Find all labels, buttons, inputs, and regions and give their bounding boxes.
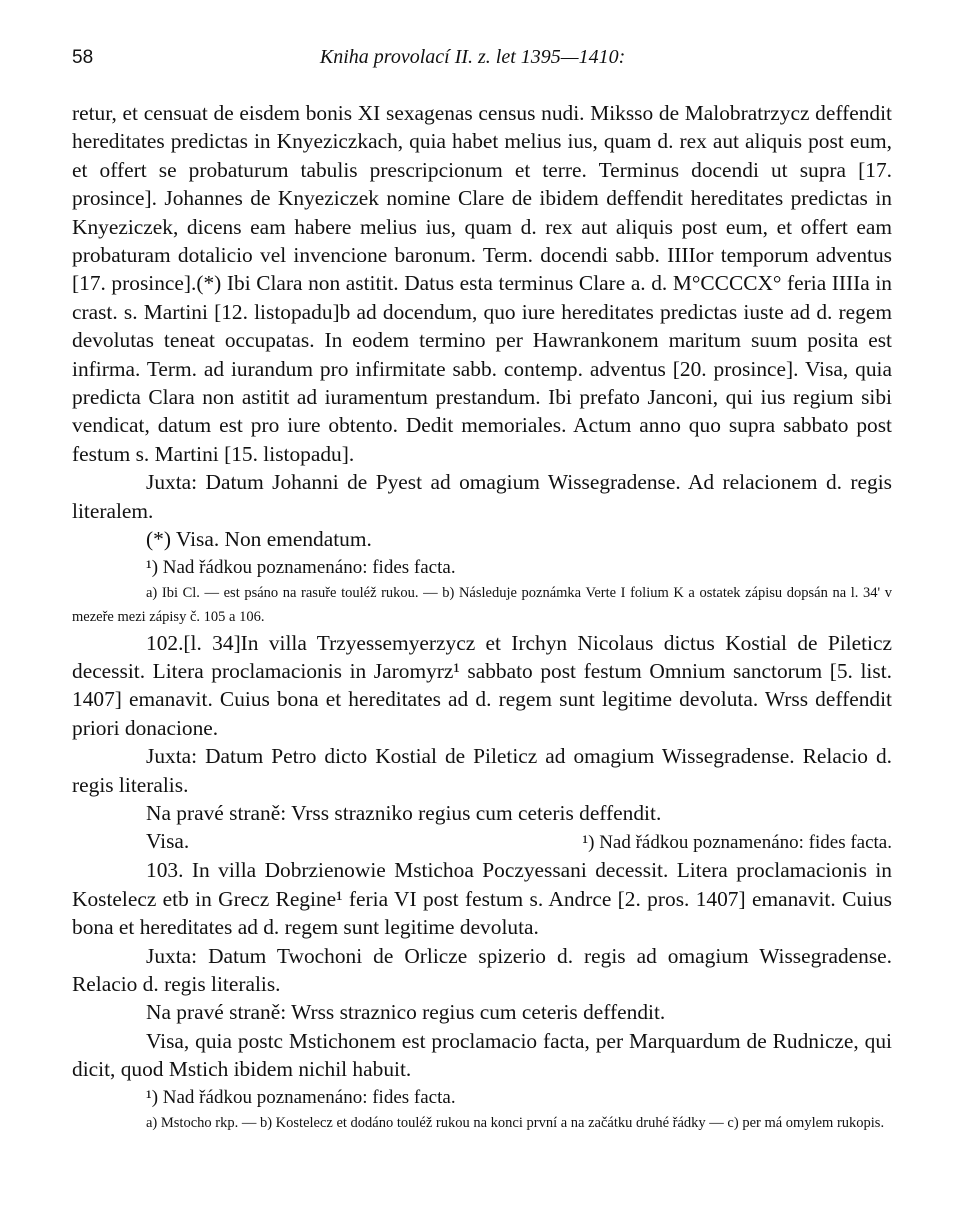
footnote: ¹) Nad řádkou poznamenáno: fides facta. [146, 556, 456, 578]
visa-text: Visa, quia postc Mstichonem est proclamacio facta, per Marquardum de Rudnicze, qui dicit, quod Mstich ibidem nichil habuit. [72, 1028, 892, 1082]
right-side-note: Na pravé straně: Vrss strazniko regius cum ceteris deffendit. [146, 800, 662, 825]
visa-text: Visa. [146, 829, 190, 854]
page-header [72, 46, 892, 69]
page-number: 58 [72, 47, 94, 68]
footnote: ¹) Nad řádkou poznamenáno: fides facta. [146, 1086, 456, 1108]
entry-102: 102.[l. 34]In villa Trzyessemyerzycz et Irchyn Nicolaus dictus Kostial de Pileticz decessit. Litera proclamacionis in Jaromyrz¹ sabbato post festum Omnium sanctorum [5. list. 1407] emanavit. Cuius bona et hereditates ad d. regem sunt legitime devoluta. Wrss deffendit priori donacione. [72, 630, 892, 740]
juxta-note: Juxta: Datum Twochoni de Orlicze spizerio d. regis ad omagium Wissegradense. Relacio d. regis literalis. [72, 943, 892, 996]
apparatus-note: a) Ibi Cl. — est psáno na rasuře touléž rukou. — b) Následuje poznámka Verte I folium K a ostatek zápisu dopsán na l. 34' v mezeře mezi zápisy č. 105 a 106. [72, 584, 892, 625]
juxta-note: Juxta: Datum Petro dicto Kostial de Pileticz ad omagium Wissegradense. Relacio d. regis literalis. [72, 744, 892, 797]
apparatus-note: a) Mstocho rkp. — b) Kostelecz et dodáno touléž rukou na konci první a na začátku druhé řádky — c) per má omylem rukopis. [146, 1114, 885, 1131]
right-side-note: Na pravé straně: Wrss straznico regius cum ceteris deffendit. [146, 1000, 666, 1025]
running-title: Kniha provolací II. z. let 1395—1410: [319, 46, 626, 68]
document-page [72, 46, 892, 1135]
footnote: ¹) Nad řádkou poznamenáno: fides facta. [582, 832, 892, 854]
margin-note: (*) Visa. Non emendatum. [146, 527, 372, 552]
juxta-note: Juxta: Datum Johanni de Pyest ad omagium Wissegradense. Ad relacionem d. regis literalem. [72, 470, 892, 523]
entry-103: 103. In villa Dobrzienowie Mstichoa Poczyessani decessit. Litera proclamacionis in Kostelecz etb in Grecz Regine¹ feria VI post festum s. Andrce [2. pros. 1407] emanavit. Cuius bona et hereditates ad d. regem sunt legitime devoluta. [72, 858, 892, 940]
visa-row [72, 827, 892, 856]
entry-101-continuation: retur, et censuat de eisdem bonis XI sexagenas census nudi. Miksso de Malobratrzycz deffendit hereditates predictas in Knyeziczkach, quia habet melius ius, quam d. rex aut aliquis post eum, et offert se probaturum tabulis prescripcionum et terre. Terminus docendi ut supra [17. prosince]. Johannes de Knyeziczek nomine Clare de ibidem deffendit hereditates predictas in Knyeziczek, dicens eam habere melius ius, quam d. rex aut aliquis post eum, et offert eam probaturam dotalicio vel invencione baronum. Term. docendi sabb. IIIIor temporum adventus [17. prosince].(*) Ibi Clara non astitit. Datus esta terminus Clare a. d. M°CCCCX° feria IIIIa in crast. s. Martini [12. listopadu]b ad docendum, quo iure hereditates predictas iuste ad d. regem devolutas teneat occupatas. In eodem termino per Hawrankonem maritum suum posita est infirma. Term. ad iurandum pro infirmitate sabb. contemp. adventus [20. prosince]. Visa, quia predicta Clara non astitit ad iuramentum prestandum. Ibi prefato Janconi, qui ius regium sibi vendicat, datum est pro iure obtento. Dedit memoriales. Actum anno quo supra sabbato post festum s. Martini [15. listopadu]. [72, 101, 892, 466]
